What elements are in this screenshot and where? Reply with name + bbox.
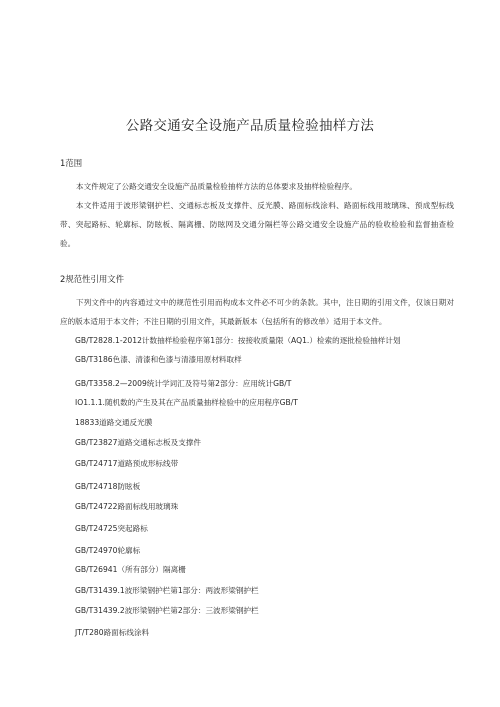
reference-item: IO1.1.1.随机数的产生及其在产品质量抽样检验中的应用程序GB/T [75,398,298,407]
reference-item: GB/T24722路面标线用玻璃珠 [75,502,179,511]
section-1-paragraph-1: 本文件规定了公路交通安全设施产品质量检验抽样方法的总体要求及抽样检验程序。 [76,182,357,191]
reference-item: GB/T24970轮廓标 [75,546,141,555]
section-1-heading: 1范围 [60,158,83,168]
document-title: 公路交通安全设施产品质量检验抽样方法 [125,118,375,134]
reference-item: GB/T31439.2波形梁钢护栏第2部分：三波形梁钢护栏 [75,606,259,615]
reference-item: GB/T31439.1波形梁钢护栏第1部分：两波形梁钢护栏 [75,586,259,595]
reference-item: GB/T24718防眩板 [75,482,141,491]
section-2-intro: 下列文件中的内容通过文中的规范性引用而构成本文件必不可少的条款。其中，注日期的引用文件，仅该日期对应的版本适用于本文件；不注日期的引用文件，其最新版本（包括所有的修改单）适用于本文件。 [60,298,454,326]
reference-item: GB/T3358.2—2009统计学词汇及符号第2部分：应用统计GB/T [75,379,292,388]
section-1-paragraph-2: 本文件适用于波形梁钢护栏、交通标志板及支撑件、反光膜、路面标线涂料、路面标线用玻璃珠、预成型标线带、突起路标、轮廓标、防眩板、隔离栅、防眩网及交通分隔栏等公路交通安全设施产品的验收检验和监督抽查检验。 [60,201,454,248]
reference-item: GB/T24725突起路标 [75,524,148,533]
reference-item: 18833道路交通反光膜 [75,418,153,427]
reference-item: GB/T2828.1-2012计数抽样检验程序第1部分：按接收质量限（AQ1.）检索的逐批检验抽样计划 [75,336,401,345]
reference-item: JT/T280路面标线涂料 [75,628,150,637]
reference-item: GB/T23827道路交通标志板及支撑件 [75,438,201,447]
reference-item: GB/T24717道路预成形标线带 [75,459,179,468]
reference-item: GB/T26941（所有部分）隔离栅 [75,565,186,574]
section-2-heading: 2规范性引用文件 [60,274,124,284]
reference-item: GB/T3186色漆、清漆和色漆与清漆用原材料取样 [75,355,242,364]
